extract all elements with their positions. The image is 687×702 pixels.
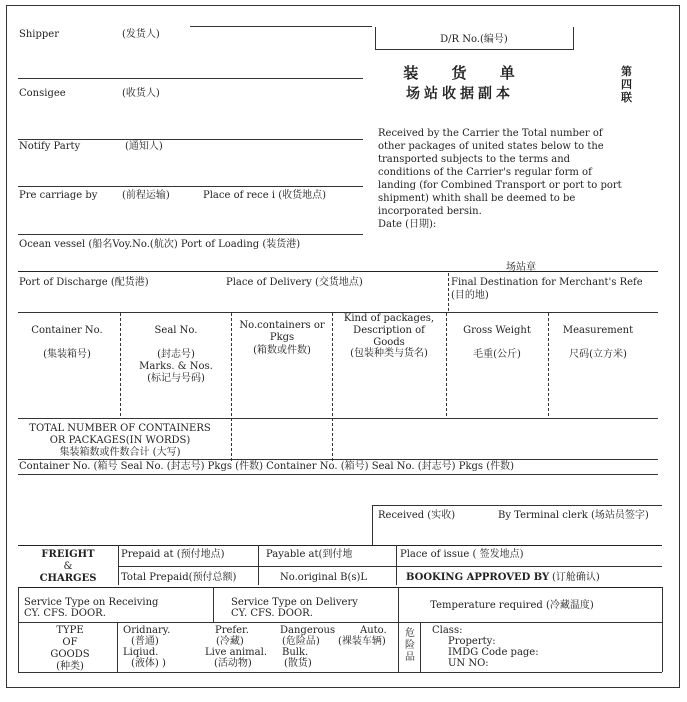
- total-label-cn: 集装箱数或件数合计 (大写): [59, 447, 181, 458]
- freight-label: FREIGHT: [41, 549, 95, 560]
- divider: [18, 271, 658, 272]
- charges-label: CHARGES: [39, 573, 97, 584]
- divider: [372, 505, 373, 545]
- port-of-discharge-label: Port of Discharge (配货港): [19, 277, 149, 288]
- divider: [446, 313, 447, 416]
- divider: [18, 234, 363, 235]
- no-containers-header: No.containers or: [239, 320, 325, 331]
- gross-weight-header: Gross Weight: [463, 325, 531, 336]
- divider: [18, 418, 658, 419]
- service-delivery-options: CY. CFS. DOOR.: [231, 608, 313, 619]
- imdg-field: IMDG Code page:: [448, 647, 539, 658]
- auto-option: Auto.: [360, 625, 387, 636]
- form-frame: [6, 5, 680, 688]
- terminal-clerk-label: By Terminal clerk (场站员签字): [498, 510, 649, 521]
- divider: [448, 273, 449, 311]
- dangerous-option: Dangerous: [280, 625, 336, 636]
- divider: [372, 505, 662, 506]
- divider: [18, 587, 19, 672]
- divider: [18, 186, 363, 187]
- shipper-label-cn: (发货人): [122, 29, 160, 40]
- consignee-label-cn: (收货人): [122, 88, 160, 99]
- pre-carriage-label: Pre carriage by: [19, 190, 98, 201]
- booking-approved-label: BOOKING APPROVED BY: [406, 572, 550, 583]
- final-destination-label: Final Destination for Merchant's Refe: [451, 277, 643, 288]
- divider: [18, 78, 363, 79]
- divider: [18, 139, 363, 140]
- divider: [18, 672, 662, 673]
- prefer-option-cn: (冷藏): [216, 636, 244, 647]
- form-title: 装 货 单: [403, 64, 529, 82]
- property-field: Property:: [448, 636, 496, 647]
- place-of-issue-label: Place of issue ( 签发地点): [400, 549, 524, 560]
- divider: [18, 459, 658, 460]
- un-number-field: UN NO:: [448, 658, 489, 669]
- kind-header-3: Goods: [373, 337, 405, 348]
- booking-approved-label-cn: (订舱确认): [552, 572, 600, 583]
- freight-amp: &: [63, 561, 73, 572]
- marks-header-cn: (标记与号码): [147, 373, 205, 384]
- summary-row: Container No. (箱号 Seal No. (封志号) Pkgs (件数) Container No. (箱号) Seal No. (封志号) Pkgs (件数): [19, 461, 515, 472]
- pre-carriage-label-cn: (前程运输): [122, 190, 170, 201]
- gross-weight-header-cn: 毛重(公斤): [473, 349, 521, 360]
- total-prepaid-label: Total Prepaid(预付总额): [121, 572, 237, 583]
- divider: [117, 622, 118, 672]
- bulk-option: Bulk.: [282, 647, 309, 658]
- divider: [213, 587, 214, 622]
- divider: [18, 474, 658, 475]
- seal-no-header-cn: (封志号): [157, 349, 195, 360]
- measurement-header-cn: 尺码(立方米): [569, 349, 627, 360]
- form-subtitle: 场站收据副本: [406, 86, 514, 102]
- liquid-option-cn: (液体) ): [131, 658, 166, 669]
- ordinary-option: Oridnary.: [123, 625, 171, 636]
- original-bl-label: No.original B(s)L: [280, 572, 368, 583]
- divider: [18, 312, 658, 313]
- kind-header-1: Kind of packages,: [343, 313, 435, 324]
- notify-label-cn: (通知人): [125, 141, 163, 152]
- prefer-option: Prefer.: [215, 625, 249, 636]
- goods-type-label: TYPE OF GOODS (种类): [50, 625, 90, 672]
- final-destination-label-cn: (目的地): [451, 290, 489, 301]
- place-of-delivery-label: Place of Delivery (交货地点): [226, 277, 363, 288]
- auto-option-cn: (裸装车辆): [338, 636, 386, 647]
- divider: [18, 622, 662, 623]
- kind-header-cn: (包装种类与货名): [350, 348, 428, 359]
- service-delivery-label: Service Type on Delivery: [231, 597, 358, 608]
- divider: [231, 313, 232, 461]
- total-label-2: OR PACKAGES(IN WORDS): [49, 435, 191, 446]
- total-label-1: TOTAL NUMBER OF CONTAINERS: [29, 423, 211, 434]
- divider: [18, 545, 662, 546]
- divider: [120, 313, 121, 416]
- place-of-receipt-label: Place of rece i (收货地点): [203, 190, 327, 201]
- divider: [18, 587, 662, 588]
- service-receiving-options: CY. CFS. DOOR.: [24, 608, 106, 619]
- pkgs-header: Pkgs: [269, 332, 295, 343]
- payable-at-label: Payable at(到付地: [266, 549, 353, 560]
- service-receiving-label: Service Type on Receiving: [24, 597, 159, 608]
- received-label: Received (实收): [378, 510, 456, 521]
- divider: [258, 545, 259, 585]
- copy-mark: 第 四 联: [621, 65, 632, 104]
- bulk-option-cn: (散货): [284, 658, 312, 669]
- divider: [118, 545, 119, 585]
- container-no-header-cn: (集装箱号): [43, 349, 91, 360]
- shipper-label: Shipper: [19, 29, 59, 40]
- pkgs-header-cn: (箱数或件数): [253, 345, 311, 356]
- seal-no-header: Seal No.: [154, 325, 198, 336]
- ocean-vessel-label: Ocean vessel (船名Voy.No.(航次) Port of Loading (装货港): [19, 239, 301, 250]
- class-field: Class:: [432, 625, 463, 636]
- hazardous-label: 危 险 品: [405, 628, 415, 663]
- divider: [118, 566, 662, 567]
- live-animal-option: Live animal.: [205, 647, 268, 658]
- divider: [662, 587, 663, 672]
- prepaid-at-label: Prepaid at (预付地点): [121, 549, 225, 560]
- live-animal-option-cn: (活动物): [214, 658, 252, 669]
- ordinary-option-cn: (普通): [131, 636, 159, 647]
- divider: [398, 587, 399, 672]
- liquid-option: Liqiud.: [123, 647, 159, 658]
- dr-number-label: D/R No.(编号): [440, 34, 508, 45]
- marks-header: Marks. & Nos.: [139, 361, 213, 372]
- measurement-header: Measurement: [562, 325, 634, 336]
- notify-label: Notify Party: [19, 141, 81, 152]
- divider: [396, 545, 397, 585]
- dangerous-option-cn: (危险品): [282, 636, 320, 647]
- divider: [332, 313, 333, 461]
- stamp-label: 场站章: [506, 262, 536, 273]
- consignee-label: Consigee: [19, 88, 66, 99]
- divider: [548, 313, 549, 416]
- temperature-label: Temperature required (冷藏温度): [430, 600, 594, 611]
- kind-header-2: Description of: [353, 325, 425, 336]
- divider: [420, 622, 421, 672]
- container-no-header: Container No.: [31, 325, 103, 336]
- shipper-line: [190, 26, 372, 27]
- carrier-statement: Received by the Carrier the Total number of other packages of united states below to the transported subjects to the terms and conditions of the Carrier's regular form of landing (for Combined Transport or port to port shipment) whith shall be deemed to be incorporated bersin. Date (日期):: [378, 128, 622, 230]
